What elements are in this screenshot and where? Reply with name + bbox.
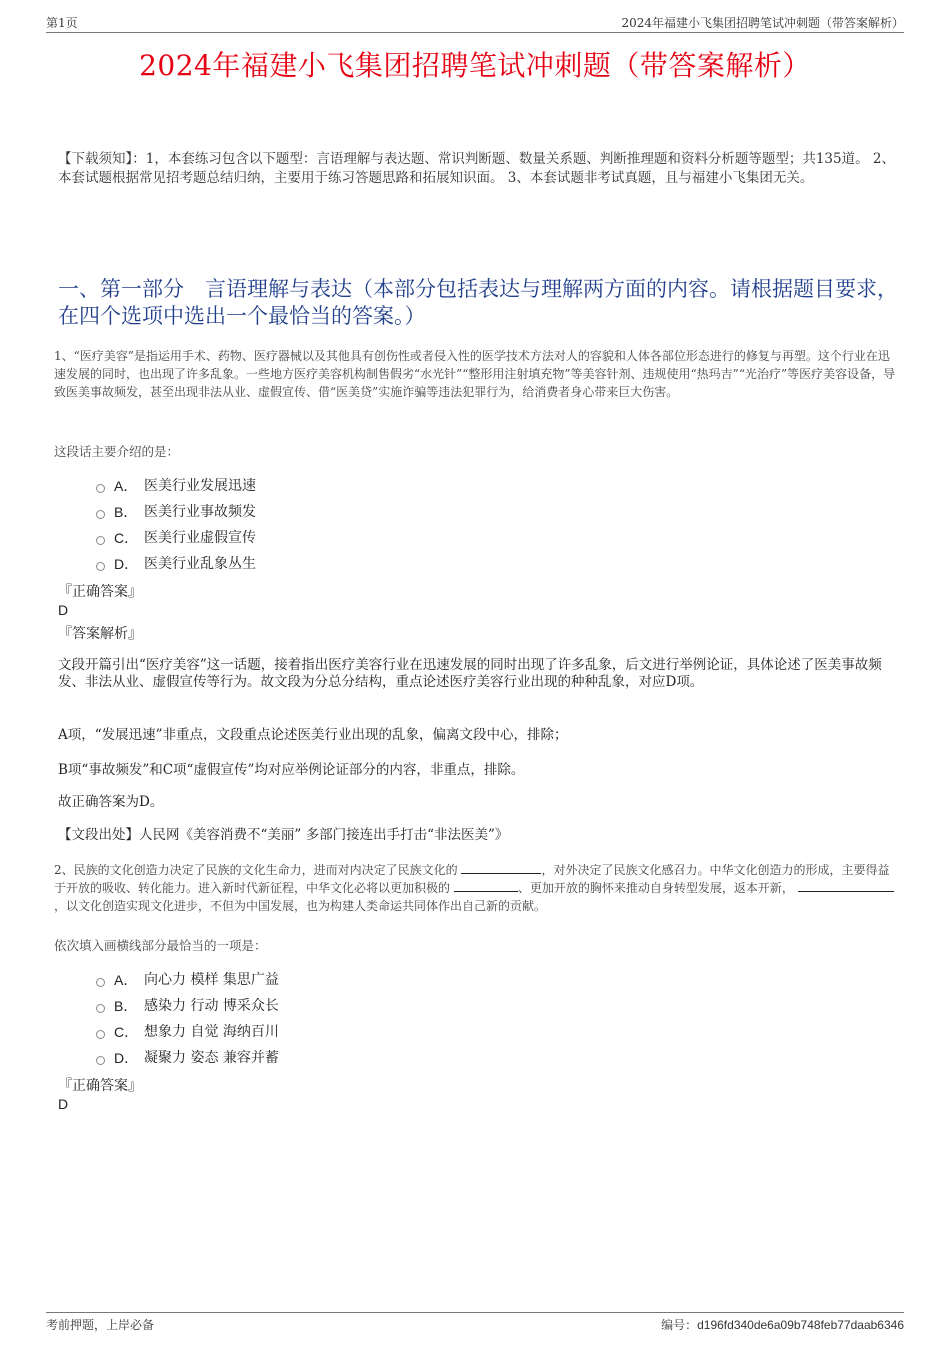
page-header	[46, 14, 904, 33]
radio-icon[interactable]	[96, 536, 105, 545]
option-a[interactable]: A． 医美行业发展迅速	[96, 473, 256, 499]
analysis-paragraph: A项，“发展迅速”非重点，文段重点论述医美行业出现的乱象，偏离文段中心，排除；	[58, 727, 568, 743]
section-heading: 一、第一部分 言语理解与表达（本部分包括表达与理解两方面的内容。请根据题目要求，在四个选项中选出一个最恰当的答案。）	[58, 277, 898, 328]
analysis-label: 『答案解析』	[58, 626, 142, 642]
question-1-text: 1、“医疗美容”是指运用手术、药物、医疗器械以及其他具有创伤性或者侵入性的医学技术方法对人的容貌和人体各部位形态进行的修复与再塑。这个行业在迅速发展的同时，也出现了许多乱象。一些地方医疗美容机构制售假劣“水光针”“整形用注射填充物”等美容针剂、违规使用“热玛吉”“光治疗”等医疗美容设备，导致医美事故频发，甚至出现非法从业、虚假宣传、借“医美贷”实施诈骗等违法犯罪行为，给消费者身心带来巨大伤害。	[54, 349, 896, 399]
answer-value: D	[58, 1096, 69, 1112]
option-c[interactable]: C． 医美行业虚假宣传	[96, 525, 256, 551]
option-d[interactable]: D． 医美行业乱象丛生	[96, 551, 256, 577]
footer-slogan: 考前押题，上岸必备	[46, 1318, 155, 1332]
radio-icon[interactable]	[96, 1004, 105, 1013]
analysis-paragraph: 文段开篇引出“医疗美容”这一话题，接着指出医疗美容行业在迅速发展的同时出现了许多乱象，后文进行举例论证，具体论述了医美事故频发、非法从业、虚假宣传等行为。故文段为分总分结构，重点论述医疗美容行业出现的种种乱象，对应D项。	[58, 657, 882, 690]
page-number: 第1页	[46, 16, 78, 30]
question-1-options	[96, 473, 256, 577]
analysis-paragraph: B项“事故频发”和C项“虚假宣传”均对应举例论证部分的内容，非重点，排除。	[58, 762, 525, 778]
page-footer	[46, 1312, 904, 1333]
option-b[interactable]: B． 感染力 行动 博采众长	[96, 993, 279, 1019]
question-2-options	[96, 967, 279, 1071]
source-citation: 【文段出处】人民网《美容消费不“美丽” 多部门接连出手打击“非法医美”》	[58, 827, 509, 843]
option-b[interactable]: B． 医美行业事故频发	[96, 499, 256, 525]
radio-icon[interactable]	[96, 484, 105, 493]
question-2-text: 2、民族的文化创造力决定了民族的文化生命力，进而对内决定了民族文化的 ，对外决定了民族文化感召力。中华文化创造力的形成，主要得益于开放的吸收、转化能力。进入新时代新征程，中华文化必将以更加积极的 、更加开放的胸怀来推动自身转型发展，返本开新， ，以文化创造实现文化进步，不但为中国发展，也为构建人类命运共同体作出自己新的贡献。	[54, 861, 900, 915]
fill-blank[interactable]	[798, 879, 894, 892]
download-notice: 【下载须知】：1，本套练习包含以下题型：言语理解与表达题、常识判断题、数量关系题、判断推理题和资料分析题等题型；共135道。 2、本套试题根据常见招考题总结归纳，主要用于练习答题思路和拓展知识面。 3、本套试题非考试真题，且与福建小飞集团无关。	[58, 151, 895, 186]
analysis-paragraph: 故正确答案为D。	[58, 794, 164, 810]
radio-icon[interactable]	[96, 1030, 105, 1039]
document-title: 2024年福建小飞集团招聘笔试冲刺题（带答案解析）	[139, 49, 811, 82]
answer-label: 『正确答案』	[58, 584, 142, 600]
answer-value: D	[58, 602, 69, 618]
radio-icon[interactable]	[96, 562, 105, 571]
radio-icon[interactable]	[96, 978, 105, 987]
radio-icon[interactable]	[96, 1056, 105, 1065]
header-doc-title: 2024年福建小飞集团招聘笔试冲刺题（带答案解析）	[621, 16, 904, 30]
footer-code: 编号：d196fd340de6a09b748feb77daab6346	[661, 1318, 904, 1332]
option-a[interactable]: A． 向心力 模样 集思广益	[96, 967, 279, 993]
option-c[interactable]: C． 想象力 自觉 海纳百川	[96, 1019, 279, 1045]
radio-icon[interactable]	[96, 510, 105, 519]
option-d[interactable]: D． 凝聚力 姿态 兼容并蓄	[96, 1045, 279, 1071]
question-1-prompt: 这段话主要介绍的是：	[54, 444, 180, 459]
answer-label: 『正确答案』	[58, 1078, 142, 1094]
question-2-prompt: 依次填入画横线部分最恰当的一项是：	[54, 938, 267, 953]
fill-blank[interactable]	[461, 861, 541, 874]
fill-blank[interactable]	[454, 879, 518, 892]
